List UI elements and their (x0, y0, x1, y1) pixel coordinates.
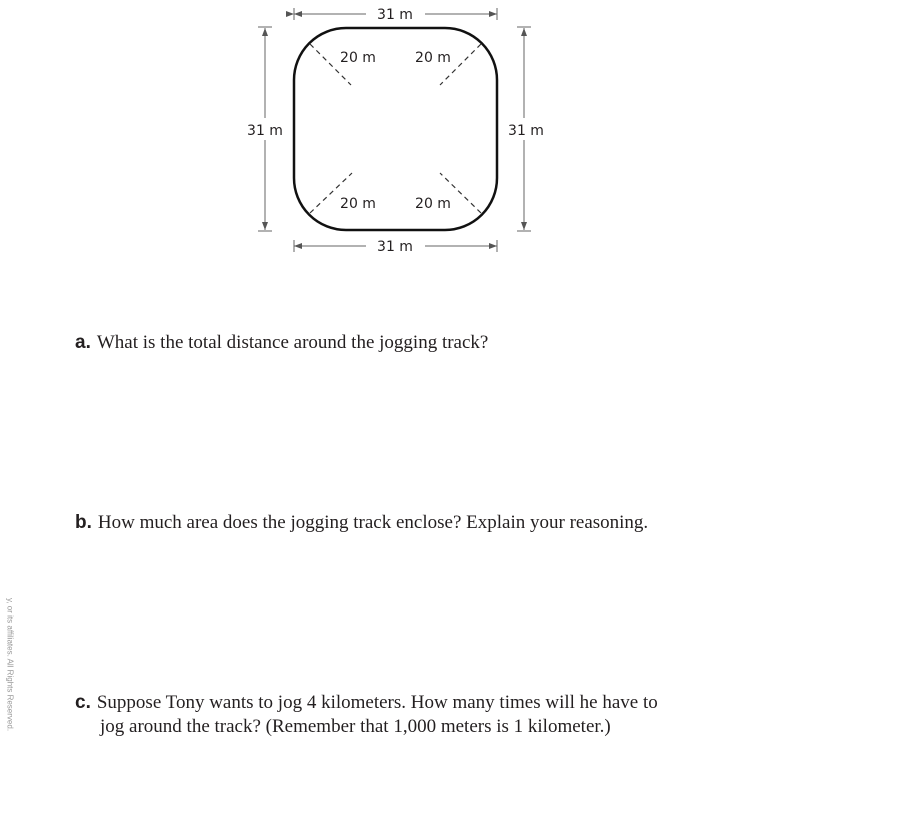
question-letter: a. (75, 332, 91, 353)
question-a (75, 331, 488, 355)
left-length-label: 31 m (247, 123, 283, 139)
question-b (75, 511, 648, 535)
question-text: What is the total distance around the jogging track? (96, 332, 489, 353)
corner-radius-label: 20 m (340, 50, 376, 66)
corner-radius-label: 20 m (415, 50, 451, 66)
right-length-label: 31 m (508, 123, 544, 139)
radius-lines (310, 44, 481, 213)
bottom-length-label: 31 m (377, 239, 413, 255)
question-text-continued: jog around the track? (Remember that 1,000 meters is 1 kilometer.) (100, 716, 611, 737)
question-text: How much area does the jogging track enclose? Explain your reasoning. (97, 512, 649, 533)
question-letter: b. (75, 512, 92, 533)
question-text: Suppose Tony wants to jog 4 kilometers. How many times will he have to (96, 692, 658, 713)
copyright-margin-text: y, or its affiliates. All Rights Reserved. (5, 597, 15, 732)
question-letter: c. (75, 692, 91, 713)
question-c (75, 691, 658, 739)
corner-radius-label: 20 m (415, 196, 451, 212)
top-length-label: 31 m (377, 7, 413, 23)
corner-radius-label: 20 m (340, 196, 376, 212)
